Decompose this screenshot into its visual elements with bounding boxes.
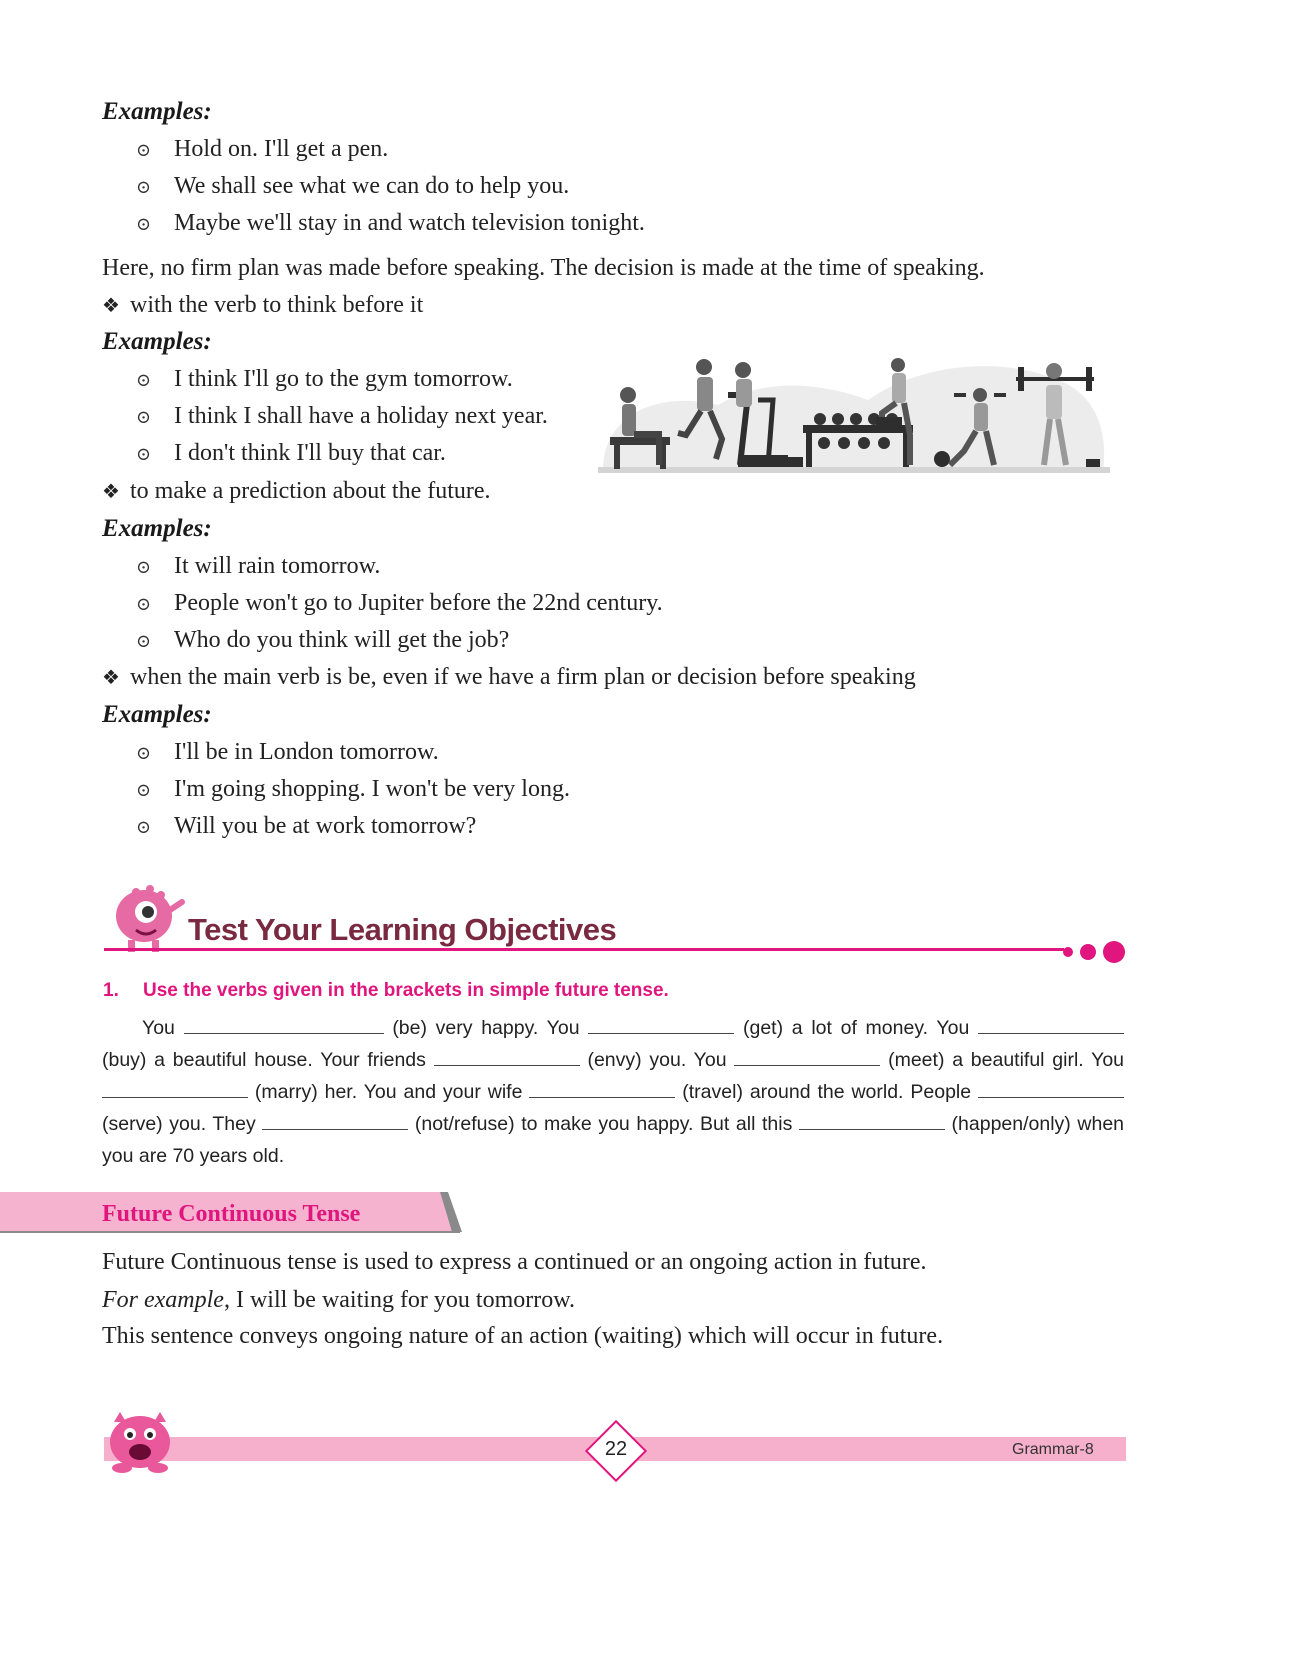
target-bullet-icon: ⊙ [136, 594, 152, 614]
answer-blank[interactable] [102, 1079, 248, 1098]
list-item: ⊙ People won't go to Jupiter before the 22nd century. [136, 590, 663, 616]
explanation-text: Here, no firm plan was made before speaking. The decision is made at the time of speaking. [102, 255, 985, 281]
question-number: 1. [103, 980, 119, 1001]
list-item: ⊙ Who do you think will get the job? [136, 627, 510, 653]
answer-blank[interactable] [734, 1047, 880, 1066]
target-bullet-icon: ⊙ [136, 407, 152, 427]
definition-text: Future Continuous tense is used to express a continued or an ongoing action in future. [102, 1249, 927, 1275]
list-item: ⊙ I'm going shopping. I won't be very long. [136, 776, 570, 802]
diamond-bullet-icon: ❖ [102, 667, 120, 689]
answer-blank[interactable] [978, 1079, 1124, 1098]
target-bullet-icon: ⊙ [136, 817, 152, 837]
list-item: ⊙ Will you be at work tomorrow? [136, 813, 477, 839]
target-bullet-icon: ⊙ [136, 631, 152, 651]
answer-blank[interactable] [588, 1015, 734, 1034]
list-item: ⊙ I don't think I'll buy that car. [136, 440, 446, 466]
list-item: ⊙ Maybe we'll stay in and watch television tonight. [136, 210, 645, 236]
diamond-bullet-icon: ❖ [102, 295, 120, 317]
gym-illustration [598, 355, 1110, 475]
target-bullet-icon: ⊙ [136, 557, 152, 577]
fill-in-exercise: You (be) very happy. You (get) a lot of money. You (buy) a beautiful house. Your friends (envy) you. You (meet) a beautiful girl. You (marry) her. You and your wife (travel) around the world. People (serve) you. They (not/refuse) to make you happy. But all this (happen/only) when you are 70 years old. [102, 1017, 1125, 1167]
section-title: Future Continuous Tense [102, 1201, 361, 1227]
list-item: ⊙ I'll be in London tomorrow. [136, 739, 439, 765]
list-item: ⊙ I think I'll go to the gym tomorrow. [136, 366, 513, 392]
book-title: Grammar-8 [1012, 1441, 1094, 1458]
answer-blank[interactable] [434, 1047, 580, 1066]
pink-monster-footer-icon [100, 1408, 182, 1474]
pink-monster-mascot-icon [106, 880, 186, 954]
test-banner-title: Test Your Learning Objectives [188, 912, 617, 947]
list-item: ⊙ It will rain tomorrow. [136, 553, 381, 579]
list-item: ⊙ Hold on. I'll get a pen. [136, 136, 389, 162]
answer-blank[interactable] [978, 1015, 1124, 1034]
examples-heading: Examples: [102, 98, 212, 125]
question-text: Use the verbs given in the brackets in simple future tense. [143, 980, 669, 1001]
examples-heading: Examples: [102, 701, 212, 728]
answer-blank[interactable] [262, 1111, 408, 1130]
banner-dots-icon [1060, 940, 1130, 964]
target-bullet-icon: ⊙ [136, 214, 152, 234]
rule-item: ❖ to make a prediction about the future. [102, 478, 491, 504]
target-bullet-icon: ⊙ [136, 140, 152, 160]
target-bullet-icon: ⊙ [136, 780, 152, 800]
rule-item: ❖ when the main verb is be, even if we have a firm plan or decision before speaking [102, 664, 916, 690]
answer-blank[interactable] [529, 1079, 675, 1098]
answer-blank[interactable] [799, 1111, 945, 1130]
rule-item: ❖ with the verb to think before it [102, 292, 424, 318]
list-item: ⊙ I think I shall have a holiday next year. [136, 403, 548, 429]
banner-underline [104, 948, 1064, 951]
page-number: 22 [604, 1438, 628, 1460]
explanation-text: This sentence conveys ongoing nature of an action (waiting) which will occur in future. [102, 1323, 944, 1349]
examples-heading: Examples: [102, 515, 212, 542]
example-text: For example, I will be waiting for you tomorrow. [102, 1287, 576, 1313]
list-item: ⊙ We shall see what we can do to help you. [136, 173, 570, 199]
diamond-bullet-icon: ❖ [102, 481, 120, 503]
target-bullet-icon: ⊙ [136, 370, 152, 390]
answer-blank[interactable] [184, 1015, 384, 1034]
target-bullet-icon: ⊙ [136, 743, 152, 763]
target-bullet-icon: ⊙ [136, 444, 152, 464]
examples-heading: Examples: [102, 328, 212, 355]
target-bullet-icon: ⊙ [136, 177, 152, 197]
